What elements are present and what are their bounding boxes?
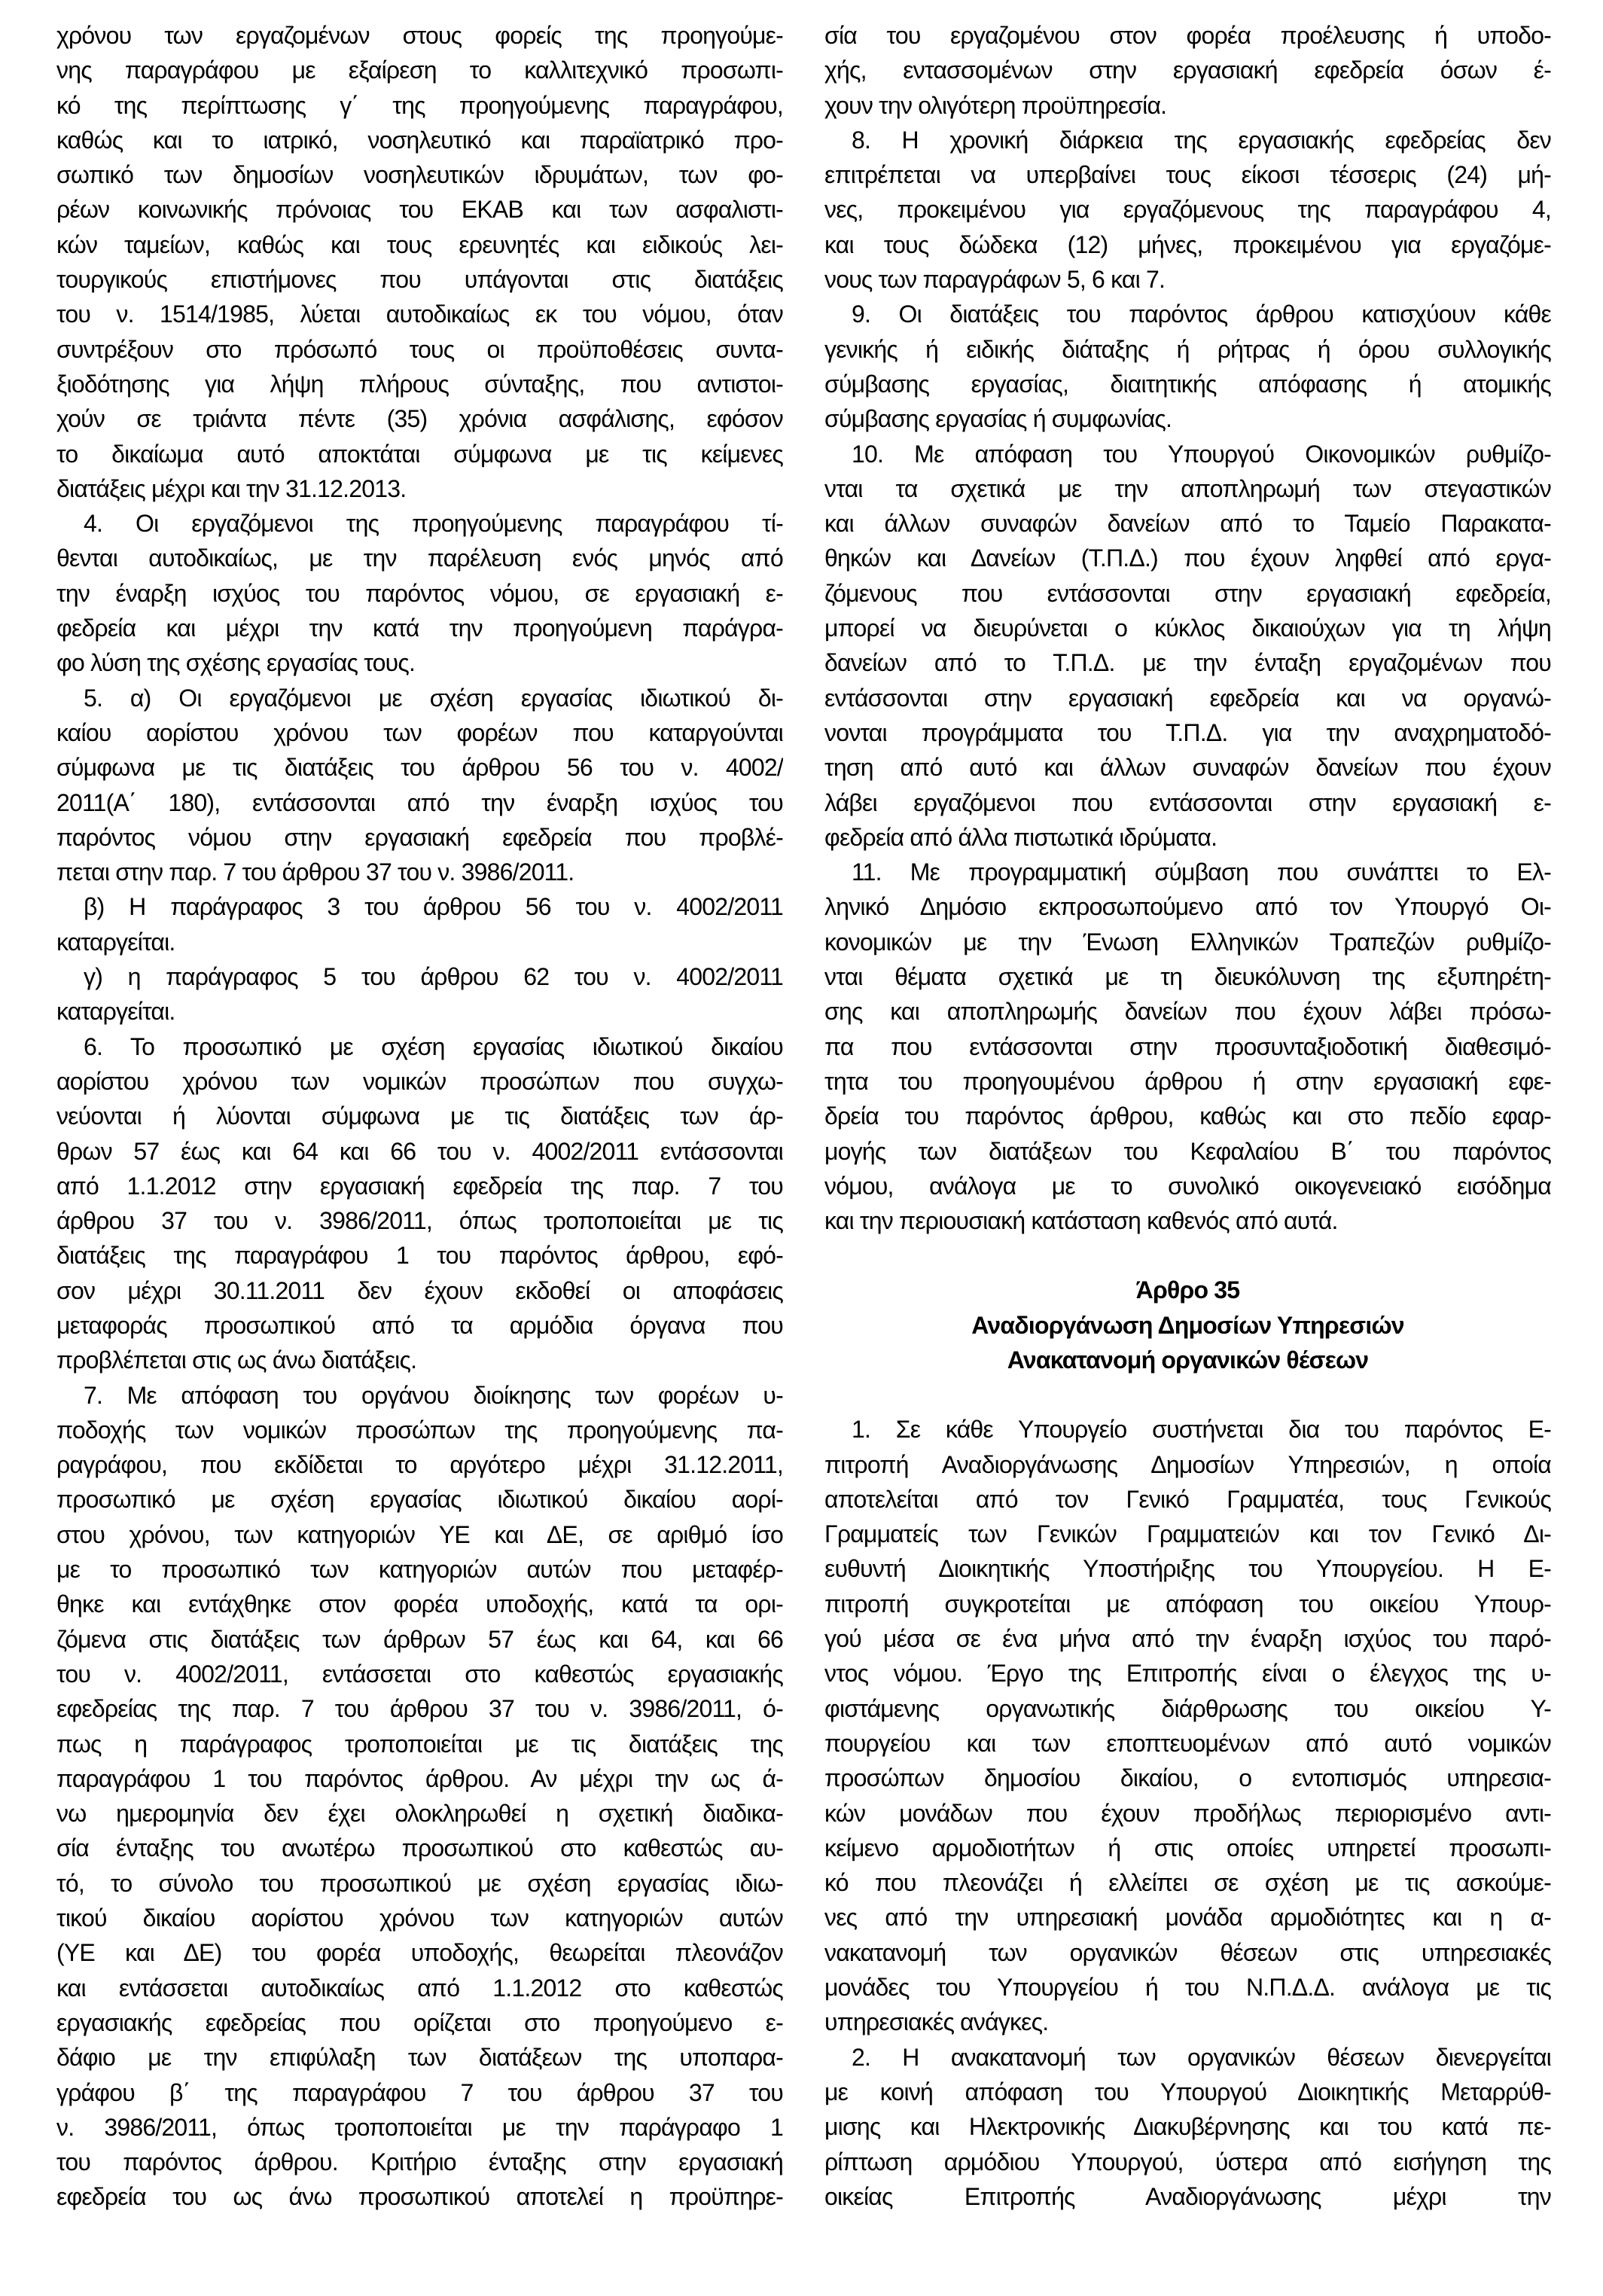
text-line: νεύονται ή λύονται σύμφωνα με τις διατάξεις των άρ- [56, 1102, 783, 1130]
text-line: ποδοχής των νομικών προσώπων της προηγούμενης πα- [56, 1416, 783, 1444]
text-line: του ν. 4002/2011, εντάσσεται στο καθεστώς εργασιακής [56, 1660, 783, 1688]
text-line: χουν την ολιγότερη προϋπηρεσία. [824, 91, 1167, 119]
text-line: ληνικό Δημόσιο εκπροσωπούμενο από τον Υπουργό Οι- [824, 893, 1551, 921]
text-line: ρίπτωση αρμόδιου Υπουργού, ύστερα από εισήγηση της [824, 2148, 1551, 2176]
text-line: φιστάμενης οργανωτικής διάρθρωσης του οικείου Υ- [824, 1694, 1551, 1722]
text-line: καταργείται. [56, 928, 175, 956]
paragraph [56, 681, 783, 890]
text-line: ζόμενα στις διατάξεις των άρθρων 57 έως και 64, και 66 [56, 1625, 783, 1653]
paragraph [56, 506, 783, 680]
text-line: διατάξεις μέχρι και την 31.12.2013. [56, 474, 407, 502]
text-line: ραγράφου, που εκδίδεται το αργότερο μέχρι 31.12.2011, [56, 1451, 783, 1479]
text-line: κών ταμείων, καθώς και τους ερευνητές και ειδικούς λει- [56, 230, 783, 258]
text-line: δρεία του παρόντος άρθρου, καθώς και στο πεδίο εφαρ- [824, 1102, 1551, 1130]
text-line: και άλλων συναφών δανείων από το Ταμείο Παρακατα- [824, 510, 1551, 538]
text-line: 7. Με απόφαση του οργάνου διοίκησης των φορέων υ- [84, 1381, 783, 1409]
text-line: θηκών και Δανείων (Τ.Π.Δ.) που έχουν ληφθεί από εργα- [824, 544, 1551, 572]
text-line: γράφου β΄ της παραγράφου 7 του άρθρου 37 του [56, 2078, 783, 2106]
text-line: εφεδρεία του ως άνω προσωπικού αποτελεί η προϋπηρε- [56, 2183, 783, 2211]
text-line: και τους δώδεκα (12) μήνες, προκειμένου για εργαζόμε- [824, 230, 1551, 258]
text-line: άρθρου 37 του ν. 3986/2011, όπως τροποποιείται με τις [56, 1207, 783, 1235]
text-line: σύμβασης εργασίας ή συμφωνίας. [824, 405, 1172, 433]
article-heading [824, 1273, 1551, 1377]
text-line: ρέων κοινωνικής πρόνοιας του ΕΚΑΒ και των ασφαλιστι- [56, 196, 783, 224]
text-line: θρων 57 έως και 64 και 66 του ν. 4002/2011 εντάσσονται [56, 1137, 783, 1165]
text-line: 10. Με απόφαση του Υπουργού Οικονομικών ρυθμίζο- [852, 440, 1551, 468]
text-line: τητα του προηγουμένου άρθρου ή στην εργασιακή εφε- [824, 1067, 1551, 1095]
paragraph [56, 18, 783, 506]
text-line: νται τα σχετικά με την αποπληρωμή των στεγαστικών [824, 474, 1551, 502]
text-line: κονομικών με την Ένωση Ελληνικών Τραπεζών ρυθμίζο- [824, 928, 1551, 956]
text-line: παρόντος νόμου στην εργασιακή εφεδρεία που προβλέ- [56, 823, 783, 851]
text-line: μεταφοράς προσωπικού από τα αρμόδια όργανα που [56, 1311, 783, 1339]
text-line: 1. Σε κάθε Υπουργείο συστήνεται δια του παρόντος Ε- [852, 1416, 1551, 1444]
text-line: σύμβασης εργασίας, διαιτητικής απόφασης ή ατομικής [824, 370, 1551, 398]
text-line: πιτροπή συγκροτείται με απόφαση του οικείου Υπουρ- [824, 1590, 1551, 1618]
text-line: φο λύση της σχέσης εργασίας τους. [56, 649, 416, 677]
left-column [56, 18, 783, 2215]
text-line: φεδρεία και μέχρι την κατά την προηγούμενη παράγρα- [56, 614, 783, 642]
heading-line: Ανακατανομή οργανικών θέσεων [1007, 1346, 1369, 1374]
text-line: δάφιο με την επιφύλαξη των διατάξεων της υποπαρα- [56, 2044, 783, 2072]
text-line: νω ημερομηνία δεν έχει ολοκληρωθεί η σχετική διαδικα- [56, 1800, 783, 1828]
text-line: 5. α) Οι εργαζόμενοι με σχέση εργασίας ιδιωτικού δι- [84, 684, 783, 712]
text-line: ν. 3986/2011, όπως τροποποιείται με την παράγραφο 1 [56, 2113, 783, 2141]
text-line: νους των παραγράφων 5, 6 και 7. [824, 266, 1166, 294]
text-line: νης παραγράφου με εξαίρεση το καλλιτεχνικό προσωπι- [56, 56, 783, 84]
paragraph [56, 1378, 783, 2215]
text-line: νακατανομή των οργανικών θέσεων στις υπηρεσιακές [824, 1938, 1551, 1966]
text-line: ευθυντή Διοικητικής Υποστήριξης του Υπουργείου. Η Ε- [824, 1555, 1551, 1583]
text-line: αποτελείται από τον Γενικό Γραμματέα, τους Γενικούς [824, 1485, 1551, 1513]
text-line: εφεδρείας της παρ. 7 του άρθρου 37 του ν. 3986/2011, ό- [56, 1695, 783, 1723]
text-line: 6. Το προσωπικό με σχέση εργασίας ιδιωτικού δικαίου [84, 1032, 783, 1060]
text-line: πως η παράγραφος τροποποιείται με τις διατάξεις της [56, 1730, 783, 1758]
text-line: την έναρξη ισχύος του παρόντος νόμου, σε εργασιακή ε- [56, 579, 783, 607]
text-line: παραγράφου 1 του παρόντος άρθρου. Αν μέχρι την ως ά- [56, 1764, 783, 1792]
text-line: (ΥΕ και ΔΕ) του φορέα υποδοχής, θεωρείται πλεονάζον [56, 1939, 783, 1967]
paragraph [824, 1412, 1551, 2039]
paragraph [824, 18, 1551, 123]
text-line: του ν. 1514/1985, λύεται αυτοδικαίως εκ του νόμου, όταν [56, 300, 783, 328]
text-line: αορίστου χρόνου των νομικών προσώπων που συγχω- [56, 1067, 783, 1095]
paragraph [824, 2040, 1551, 2214]
text-line: τηση από αυτό και άλλων συναφών δανείων που έχουν [824, 754, 1551, 782]
text-line: του παρόντος άρθρου. Κριτήριο ένταξης στην εργασιακή [56, 2148, 783, 2176]
text-line: εντάσσονται στην εργασιακή εφεδρεία και να οργανώ- [824, 684, 1551, 712]
text-line: 4. Οι εργαζόμενοι της προηγούμενης παραγράφου τί- [84, 510, 783, 538]
text-line: οικείας Επιτροπής Αναδιοργάνωσης μέχρι την [824, 2182, 1551, 2210]
text-line: προβλέπεται στις ως άνω διατάξεις. [56, 1346, 417, 1374]
text-line: πα που εντάσσονται στην προσυνταξιοδοτική διαθεσιμό- [824, 1032, 1551, 1060]
text-line: μπορεί να διευρύνεται ο κύκλος δικαιούχων για τη λήψη [824, 614, 1551, 642]
text-line: τό, το σύνολο του προσωπικού με σχέση εργασίας ιδιω- [56, 1869, 783, 1897]
text-line: και εντάσσεται αυτοδικαίως από 1.1.2012 στο καθεστώς [56, 1974, 783, 2002]
text-line: Γραμματείς των Γενικών Γραμματειών και τον Γενικό Δι- [824, 1520, 1551, 1548]
text-line: υπηρεσιακές ανάγκες. [824, 2008, 1049, 2036]
text-line: προσώπων δημοσίου δικαίου, ο εντοπισμός υπηρεσια- [824, 1764, 1551, 1792]
text-line: 2011(Α΄ 180), εντάσσονται από την έναρξη ισχύος του [56, 788, 783, 816]
text-line: κείμενο αρμοδιοτήτων ή στις οποίες υπηρετεί προσωπι- [824, 1834, 1551, 1861]
text-line: και την περιουσιακή κατάσταση καθενός από αυτά. [824, 1207, 1338, 1235]
text-line: νες, προκειμένου για εργαζόμενους της παραγράφου 4, [824, 196, 1551, 224]
text-line: 9. Οι διατάξεις του παρόντος άρθρου κατισχύουν κάθε [852, 300, 1551, 328]
text-line: 11. Με προγραμματική σύμβαση που συνάπτει το Ελ- [852, 858, 1551, 886]
text-line: πιτροπή Αναδιοργάνωσης Δημοσίων Υπηρεσιών, η οποία [824, 1450, 1551, 1478]
text-line: φεδρεία από άλλα πιστωτικά ιδρύματα. [824, 823, 1217, 851]
text-line: νται θέματα σχετικά με τη διευκόλυνση της εξυπηρέτη- [824, 963, 1551, 991]
text-line: από 1.1.2012 στην εργασιακή εφεδρεία της παρ. 7 του [56, 1172, 783, 1200]
text-line: καθώς και το ιατρικό, νοσηλευτικό και παραϊατρικό προ- [56, 126, 783, 154]
text-line: σύμφωνα με τις διατάξεις του άρθρου 56 του ν. 4002/ [56, 754, 783, 782]
text-line: γού μέσα σε ένα μήνα από την έναρξη ισχύος του παρό- [824, 1625, 1551, 1653]
text-line: διατάξεις της παραγράφου 1 του παρόντος άρθρου, εφό- [56, 1242, 783, 1270]
text-line: συντρέξουν στο πρόσωπό τους οι προϋποθέσεις συντα- [56, 335, 783, 363]
text-line: δανείων από το Τ.Π.Δ. με την ένταξη εργαζομένων που [824, 649, 1551, 677]
text-line: επιτρέπεται να υπερβαίνει τους είκοσι τέσσερις (24) μή- [824, 161, 1551, 189]
text-line: χής, εντασσομένων στην εργασιακή εφεδρεία όσων έ- [824, 56, 1551, 84]
heading-line: Άρθρο 35 [1135, 1276, 1240, 1304]
text-line: β) Η παράγραφος 3 του άρθρου 56 του ν. 4002/2011 [84, 893, 783, 921]
text-line: σία ένταξης του ανωτέρω προσωπικού στο καθεστώς αυ- [56, 1834, 783, 1862]
text-line: νες από την υπηρεσιακή μονάδα αρμοδιότητες και η α- [824, 1904, 1551, 1932]
paragraph [824, 437, 1551, 855]
text-line: χρόνου των εργαζομένων στους φορείς της προηγούμε- [56, 22, 783, 49]
text-line: εργασιακής εφεδρείας που ορίζεται στο προηγούμενο ε- [56, 2008, 783, 2036]
text-line: καίου αορίστου χρόνου των φορέων που καταργούνται [56, 718, 783, 746]
right-column [824, 18, 1551, 2214]
text-line: με το προσωπικό των κατηγοριών αυτών που μεταφέρ- [56, 1556, 783, 1584]
text-line: θηκε και εντάχθηκε στον φορέα υποδοχής, κατά τα ορι- [56, 1590, 783, 1618]
text-line: σωπικό των δημοσίων νοσηλευτικών ιδρυμάτων, των φο- [56, 161, 783, 189]
text-line: λάβει εργαζόμενοι που εντάσσονται στην εργασιακή ε- [824, 788, 1551, 816]
text-line: πεται στην παρ. 7 του άρθρου 37 του ν. 3986/2011. [56, 858, 574, 886]
paragraph [56, 959, 783, 1029]
text-line: στου χρόνου, των κατηγοριών ΥΕ και ΔΕ, σε αριθμό ίσο [56, 1520, 783, 1548]
paragraph [824, 297, 1551, 436]
paragraph [824, 855, 1551, 1238]
text-line: προσωπικό με σχέση εργασίας ιδιωτικού δικαίου αορί- [56, 1486, 783, 1514]
text-line: μισης και Ηλεκτρονικής Διακυβέρνησης και του κατά πε- [824, 2113, 1551, 2141]
text-line: γ) η παράγραφος 5 του άρθρου 62 του ν. 4002/2011 [84, 963, 783, 991]
text-line: κό της περίπτωσης γ΄ της προηγούμενης παραγράφου, [56, 91, 783, 119]
text-line: μονάδες του Υπουργείου ή του Ν.Π.Δ.Δ. ανάλογα με τις [824, 1974, 1551, 2002]
text-line: σης και αποπληρωμής δανείων που έχουν λάβει πρόσω- [824, 998, 1551, 1026]
text-line: τουργικούς επιστήμονες που υπάγονται στις διατάξεις [56, 266, 783, 294]
text-line: σον μέχρι 30.11.2011 δεν έχουν εκδοθεί οι αποφάσεις [56, 1276, 783, 1304]
paragraph [56, 889, 783, 959]
text-line: κό που πλεονάζει ή ελλείπει σε σχέση με τις ασκούμε- [824, 1869, 1551, 1897]
text-line: χούν σε τριάντα πέντε (35) χρόνια ασφάλισης, εφόσον [56, 405, 783, 433]
text-line: 2. Η ανακατανομή των οργανικών θέσεων διενεργείται [852, 2043, 1551, 2071]
text-line: γενικής ή ειδικής διάταξης ή ρήτρας ή όρου συλλογικής [824, 335, 1551, 363]
text-line: σία του εργαζομένου στον φορέα προέλευσης ή υποδο- [824, 22, 1551, 49]
text-line: κών μονάδων που έχουν προδήλως περιορισμένο αντι- [824, 1799, 1551, 1827]
paragraph [56, 1029, 783, 1378]
text-line: νονται προγράμματα του Τ.Π.Δ. για την αναχρηματοδό- [824, 718, 1551, 746]
text-line: πουργείου και των εποπτευομένων από αυτό νομικών [824, 1729, 1551, 1757]
text-line: με κοινή απόφαση του Υπουργού Διοικητικής Μεταρρύθ- [824, 2078, 1551, 2105]
paragraph [824, 123, 1551, 297]
text-line: το δικαίωμα αυτό αποκτάται σύμφωνα με τις κείμενες [56, 440, 783, 468]
text-line: νόμου, ανάλογα με το συνολικό οικογενειακό εισόδημα [824, 1172, 1551, 1200]
text-line: τικού δικαίου αορίστου χρόνου των κατηγοριών αυτών [56, 1904, 783, 1932]
text-line: καταργείται. [56, 998, 175, 1026]
heading-line: Αναδιοργάνωση Δημοσίων Υπηρεσιών [971, 1311, 1404, 1339]
text-line: θενται αυτοδικαίως, με την παρέλευση ενός μηνός από [56, 544, 783, 572]
text-line: μογής των διατάξεων του Κεφαλαίου Β΄ του παρόντος [824, 1137, 1551, 1165]
text-line: 8. Η χρονική διάρκεια της εργασιακής εφεδρείας δεν [852, 126, 1551, 154]
text-line: ζόμενους που εντάσσονται στην εργασιακή εφεδρεία, [824, 579, 1551, 607]
text-line: ξιοδότησης για λήψη πλήρους σύνταξης, που αντιστοι- [56, 370, 783, 398]
text-line: ντος νόμου. Έργο της Επιτροπής είναι ο έλεγχος της υ- [824, 1660, 1551, 1688]
